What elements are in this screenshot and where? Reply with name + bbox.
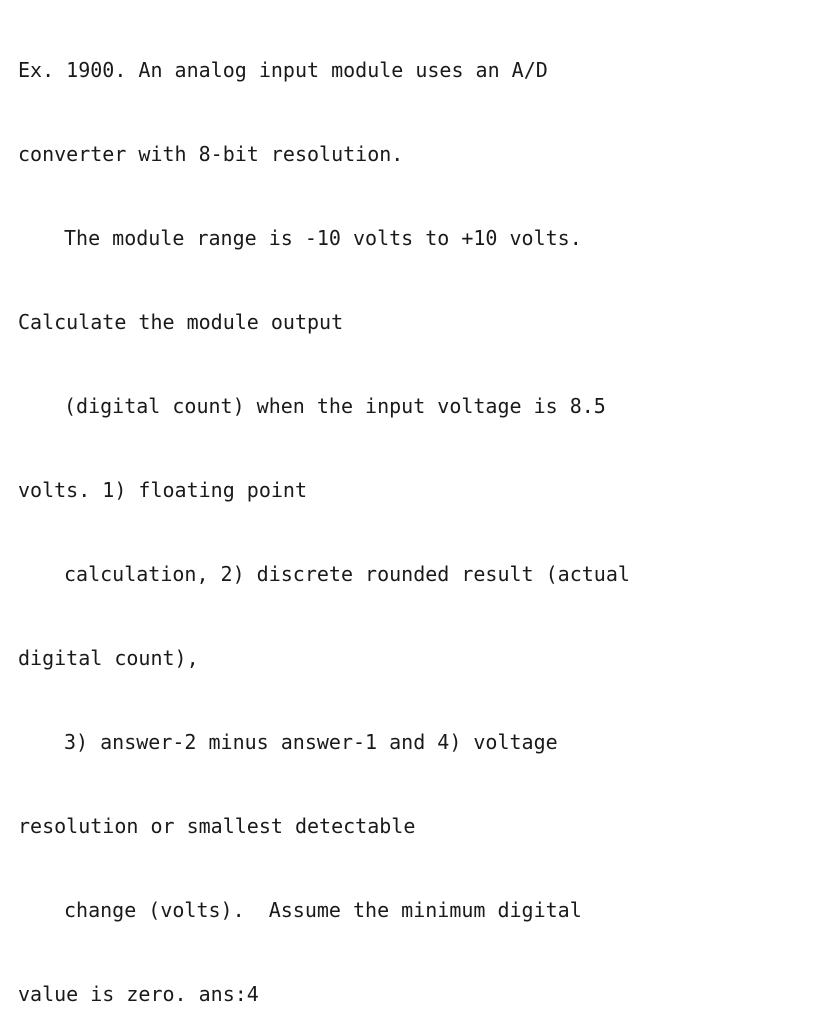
problem-line: volts. 1) floating point — [18, 478, 307, 502]
problem-line: converter with 8-bit resolution. — [18, 142, 404, 166]
problem-line: change (volts). Assume the minimum digital — [64, 898, 582, 922]
problem-line: (digital count) when the input voltage is 8.5 — [64, 394, 606, 418]
problem-line: calculation, 2) discrete rounded result (actual — [64, 562, 630, 586]
problem-line: Ex. 1900. An analog input module uses an A/D — [18, 58, 548, 82]
problem-line: Calculate the module output — [18, 310, 344, 334]
problem-line: digital count), — [18, 646, 199, 670]
problem-line: 3) answer-2 minus answer-1 and 4) voltage — [64, 730, 558, 754]
problem-line: The module range is -10 volts to +10 volts. — [64, 226, 582, 250]
problem-line: value is zero. ans:4 — [18, 982, 259, 1006]
problem-line: resolution or smallest detectable — [18, 814, 416, 838]
problem-text — [18, 0, 823, 1036]
